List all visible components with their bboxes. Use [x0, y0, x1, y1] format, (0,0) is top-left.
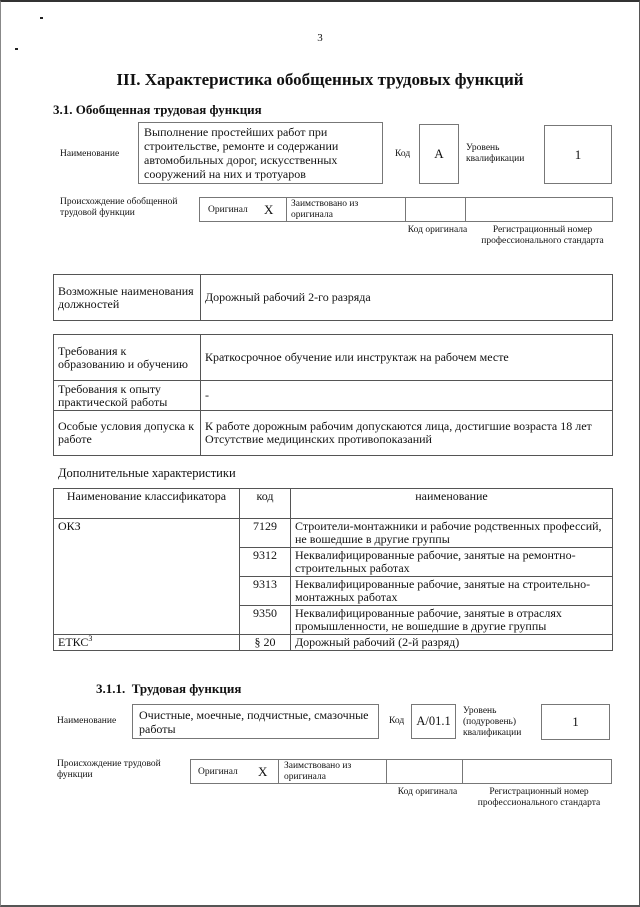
requirement-value	[201, 411, 613, 456]
name-cell: Строители-монтажники и рабочие родственных профессий, не вошедшие в другие группы	[291, 519, 613, 548]
code-cell: § 20	[240, 635, 291, 651]
lf-name-label: Наименование	[57, 716, 117, 726]
requirement-label: Особые условия допуска к работе	[54, 411, 201, 456]
table-row	[54, 519, 613, 548]
name-cell: Неквалифицированные рабочие, занятые в отраслях промышленности, не вошедшие в другие группы	[291, 606, 613, 635]
column-header: код	[240, 489, 291, 519]
additional-table	[53, 488, 613, 651]
footnote-marker: 3	[88, 634, 93, 643]
lf-level-field: 1	[541, 704, 610, 740]
code-cell: 9313	[240, 577, 291, 606]
scan-artifact	[15, 48, 18, 50]
scan-artifact	[40, 17, 43, 19]
lf-original-mark: X	[258, 764, 268, 779]
lf-origin-label: Происхождение трудовой функции	[57, 759, 161, 780]
classifier-name: ЕТКС	[58, 635, 89, 649]
lf-code-field: A/01.1	[411, 704, 456, 739]
column-header: наименование	[291, 489, 613, 519]
requirement-label: Требования к образованию и обучению	[54, 335, 201, 381]
gf-name-field: Выполнение простейших работ при строительстве, ремонте и содержании автомобильных дорог, искусственных сооружений на них и тротуаров	[138, 122, 383, 184]
column-header: Наименование классификатора	[54, 489, 240, 519]
section-title: III. Характеристика обобщенных трудовых функций	[116, 70, 524, 89]
gf-level-label: Уровень квалификации	[466, 143, 525, 164]
name-cell: Неквалифицированные рабочие, занятые на строительно-монтажных работах	[291, 577, 613, 606]
divider	[286, 197, 287, 222]
requirement-value-line: Отсутствие медицинских противопоказаний	[205, 432, 432, 446]
gf-code-label: Код	[395, 149, 411, 159]
labor-function-number: 3.1.1.	[96, 681, 126, 696]
divider	[405, 197, 406, 222]
page-number: 3	[317, 32, 323, 44]
requirement-label: Требования к опыту практической работы	[54, 381, 201, 411]
lf-original-code-caption: Код оригинала	[397, 787, 458, 797]
gf-origin-table	[199, 197, 613, 222]
divider	[462, 759, 463, 784]
code-cell: 9312	[240, 548, 291, 577]
name-cell: Неквалифицированные рабочие, занятые на ремонтно-строительных работах	[291, 548, 613, 577]
requirement-value-line: К работе дорожным рабочим допускаются лица, достигшие возраста 18 лет	[205, 419, 592, 433]
divider	[278, 759, 279, 784]
code-cell: 9350	[240, 606, 291, 635]
lf-code-label: Код	[389, 716, 405, 726]
requirements-table	[53, 334, 613, 456]
lf-level-label: Уровень (подуровень) квалификации	[463, 706, 522, 738]
lf-origin-table	[190, 759, 612, 784]
gf-original-label: Оригинал	[208, 205, 248, 215]
lf-reg-number-caption: Регистрационный номер профессионального стандарта	[477, 787, 601, 808]
gf-reg-number-caption: Регистрационный номер профессионального стандарта	[481, 225, 604, 246]
lf-borrowed-label: Заимствовано из оригинала	[284, 761, 352, 782]
gf-origin-label: Происхождение обобщенной трудовой функции	[60, 197, 178, 218]
classifier-cell: ОКЗ	[54, 519, 240, 635]
gf-code-field: A	[419, 124, 459, 184]
gf-borrowed-label: Заимствовано из оригинала	[291, 199, 359, 220]
requirement-value: -	[201, 381, 613, 411]
positions-value: Дорожный рабочий 2-го разряда	[201, 275, 613, 321]
divider	[465, 197, 466, 222]
divider	[386, 759, 387, 784]
table-row	[54, 635, 613, 651]
positions-label: Возможные наименования должностей	[54, 275, 201, 321]
labor-function-title: Трудовая функция	[131, 681, 242, 696]
gf-name-label: Наименование	[60, 149, 120, 159]
lf-original-label: Оригинал	[198, 767, 238, 777]
gf-original-code-caption: Код оригинала	[407, 225, 468, 235]
gf-original-mark: X	[264, 202, 274, 217]
generalized-function-heading: 3.1. Обобщенная трудовая функция	[53, 102, 262, 117]
additional-caption: Дополнительные характеристики	[58, 466, 236, 480]
gf-level-field: 1	[544, 125, 612, 184]
labor-function-heading	[96, 681, 241, 697]
name-cell: Дорожный рабочий (2-й разряд)	[291, 635, 613, 651]
requirement-value: Краткосрочное обучение или инструктаж на рабочем месте	[201, 335, 613, 381]
code-cell: 7129	[240, 519, 291, 548]
classifier-cell	[54, 635, 240, 651]
lf-name-field: Очистные, моечные, подчистные, смазочные работы	[132, 704, 379, 739]
positions-table	[53, 274, 613, 321]
